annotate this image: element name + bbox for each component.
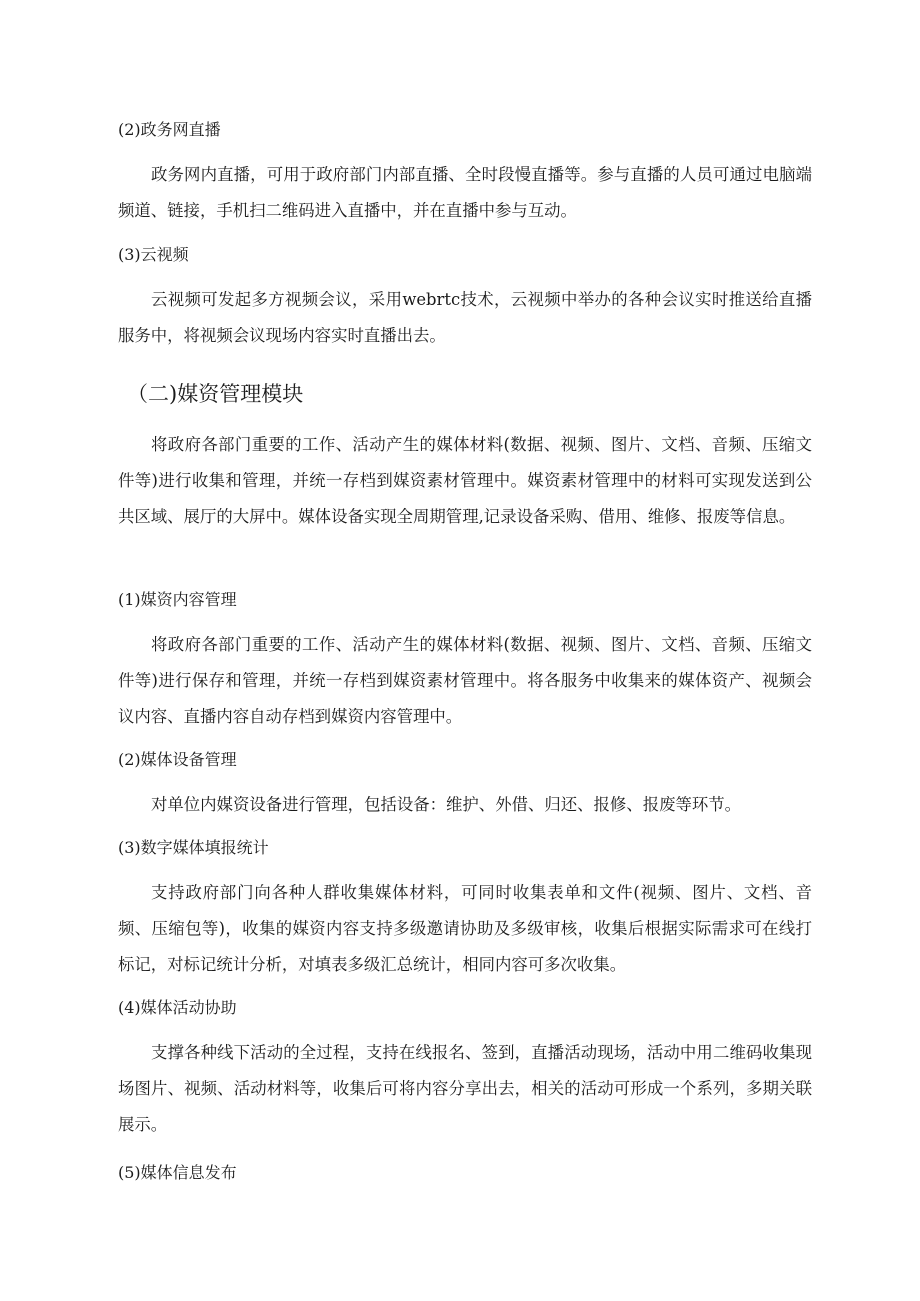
subheading-cloud-video: (3)云视频	[118, 245, 189, 264]
subheading-activity: (4)媒体活动协助	[118, 998, 237, 1017]
paragraph-cloud-video: 云视频可发起多方视频会议，采用webrtc技术，云视频中举办的各种会议实时推送给直播服务中，将视频会议现场内容实时直播出去。	[118, 290, 812, 345]
subheading-device-mgmt: (2)媒体设备管理	[118, 750, 237, 769]
subheading-publish: (5)媒体信息发布	[118, 1163, 237, 1182]
paragraph-activity: 支撑各种线下活动的全过程，支持在线报名、签到，直播活动现场，活动中用二维码收集现场图片、视频、活动材料等，收集后可将内容分享出去，相关的活动可形成一个系列，多期关联展示。	[118, 1043, 812, 1134]
subheading-gov-live: (2)政务网直播	[118, 120, 221, 139]
paragraph-fill-stats: 支持政府部门向各种人群收集媒体材料，可同时收集表单和文件(视频、图片、文档、音频、压缩包等)，收集的媒资内容支持多级邀请协助及多级审核，收集后根据实际需求可在线打标记，对标记统计分析，对填表多级汇总统计，相同内容可多次收集。	[118, 883, 812, 974]
subheading-fill-stats: (3)数字媒体填报统计	[118, 838, 269, 857]
subheading-content-mgmt: (1)媒资内容管理	[118, 590, 237, 609]
paragraph-device-mgmt: 对单位内媒资设备进行管理，包括设备：维护、外借、归还、报修、报废等环节。	[151, 795, 742, 814]
paragraph-content-mgmt: 将政府各部门重要的工作、活动产生的媒体材料(数据、视频、图片、文档、音频、压缩文件等)进行保存和管理，并统一存档到媒资素材管理中。将各服务中收集来的媒体资产、视频会议内容、直播内容自动存档到媒资内容管理中。	[118, 635, 812, 726]
paragraph-gov-live: 政务网内直播，可用于政府部门内部直播、全时段慢直播等。参与直播的人员可通过电脑端频道、链接，手机扫二维码进入直播中，并在直播中参与互动。	[118, 165, 812, 220]
section-heading-media-asset: （二)媒资管理模块	[127, 382, 304, 406]
paragraph-media-asset-intro: 将政府各部门重要的工作、活动产生的媒体材料(数据、视频、图片、文档、音频、压缩文件等)进行收集和管理，并统一存档到媒资素材管理中。媒资素材管理中的材料可实现发送到公共区域、展厅的大屏中。媒体设备实现全周期管理,记录设备采购、借用、维修、报废等信息。	[118, 435, 812, 526]
